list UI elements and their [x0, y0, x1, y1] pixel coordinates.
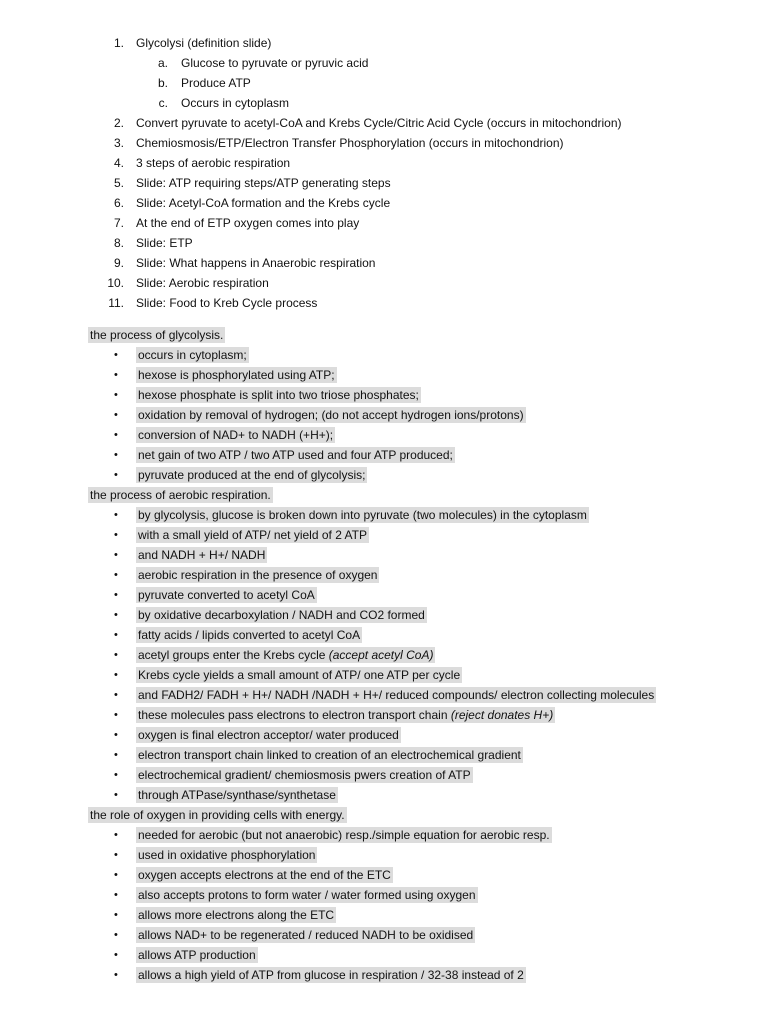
outline-item	[0, 193, 768, 213]
outline-text: Slide: Acetyl-CoA formation and the Krebs cycle	[136, 196, 391, 210]
outline-item	[0, 293, 768, 313]
bullet-text	[136, 425, 335, 445]
bullet-icon: •	[114, 789, 118, 801]
bullet-main-text: through ATPase/synthase/synthetase	[138, 788, 336, 802]
outline-item	[0, 173, 768, 193]
outline-number: 6.	[113, 196, 124, 210]
bullet-item	[0, 905, 768, 925]
outline-sub-letter: b.	[157, 76, 168, 90]
bullet-item	[0, 845, 768, 865]
outline-sub-letter: a.	[157, 56, 168, 70]
bullet-item	[0, 365, 768, 385]
bullet-item	[0, 645, 768, 665]
bullet-icon: •	[114, 549, 118, 561]
bullet-text	[136, 925, 475, 945]
bullet-main-text: oxygen accepts electrons at the end of the ETC	[138, 868, 391, 882]
outline-text: Slide: Aerobic respiration	[136, 276, 269, 290]
bullet-main-text: electrochemical gradient/ chemiosmosis pwers creation of ATP	[138, 768, 471, 782]
bullet-item	[0, 445, 768, 465]
bullet-item	[0, 565, 768, 585]
bullet-main-text: acetyl groups enter the Krebs cycle	[138, 648, 329, 662]
bullet-text	[136, 965, 526, 985]
bullet-highlight	[136, 647, 435, 663]
bullet-text	[136, 905, 336, 925]
bullet-highlight	[136, 467, 367, 483]
bullet-highlight	[136, 567, 379, 583]
bullet-main-text: also accepts protons to form water / water formed using oxygen	[138, 888, 476, 902]
bullet-highlight	[136, 347, 249, 363]
outline-item	[0, 33, 768, 53]
outline-text: Convert pyruvate to acetyl-CoA and Krebs Cycle/Citric Acid Cycle (occurs in mitochondrion)	[136, 116, 622, 130]
bullet-main-text: aerobic respiration in the presence of oxygen	[138, 568, 378, 582]
bullet-text	[136, 945, 258, 965]
bullet-highlight	[136, 367, 337, 383]
outline-item	[0, 73, 768, 93]
bullet-note: (accept acetyl CoA)	[328, 648, 434, 662]
outline-text: Glycolysi (definition slide)	[136, 36, 272, 50]
bullet-main-text: pyruvate converted to acetyl CoA	[138, 588, 315, 602]
bullet-icon: •	[114, 429, 118, 441]
bullet-text	[136, 745, 523, 765]
outline-number: 10.	[107, 276, 124, 290]
bullet-text	[136, 365, 337, 385]
outline-item	[0, 153, 768, 173]
outline-number: 11.	[108, 296, 124, 310]
outline-sub-text: Glucose to pyruvate or pyruvic acid	[181, 56, 369, 70]
bullet-main-text: hexose is phosphorylated using ATP;	[138, 368, 335, 382]
bullet-highlight	[136, 707, 555, 723]
outline-number: 4.	[113, 156, 124, 170]
bullet-text	[136, 765, 473, 785]
bullet-highlight	[136, 967, 526, 983]
outline-number: 2.	[113, 116, 124, 130]
bullet-main-text: pyruvate produced at the end of glycolysis;	[138, 468, 366, 482]
bullet-icon: •	[114, 349, 118, 361]
bullet-item	[0, 625, 768, 645]
bullet-item	[0, 785, 768, 805]
bullet-text	[136, 645, 435, 665]
outline-item	[0, 133, 768, 153]
outline-number: 9.	[113, 256, 124, 270]
bullet-text	[136, 685, 656, 705]
bullet-highlight	[136, 727, 401, 743]
outline-text: Slide: What happens in Anaerobic respiration	[136, 256, 376, 270]
bullet-main-text: electron transport chain linked to creation of an electrochemical gradient	[138, 748, 521, 762]
outline-item	[0, 213, 768, 233]
bullet-icon: •	[114, 689, 118, 701]
bullet-icon: •	[114, 669, 118, 681]
bullet-item	[0, 505, 768, 525]
bullet-icon: •	[114, 969, 118, 981]
bullet-highlight	[136, 507, 589, 523]
bullet-icon: •	[114, 729, 118, 741]
bullet-main-text: occurs in cytoplasm;	[138, 348, 247, 362]
bullet-text	[136, 725, 401, 745]
bullet-text	[136, 705, 555, 725]
bullet-item	[0, 405, 768, 425]
bullet-highlight	[136, 407, 526, 423]
bullet-main-text: with a small yield of ATP/ net yield of 2 ATP	[138, 528, 367, 542]
bullet-item	[0, 465, 768, 485]
bullet-main-text: oxygen is final electron acceptor/ water produced	[138, 728, 399, 742]
bullet-text	[136, 845, 317, 865]
bullet-text	[136, 885, 478, 905]
bullet-highlight	[136, 787, 338, 803]
bullet-text	[136, 565, 379, 585]
bullet-text	[136, 465, 367, 485]
bullet-main-text: Krebs cycle yields a small amount of ATP/ one ATP per cycle	[138, 668, 461, 682]
bullet-text	[136, 545, 267, 565]
bullet-item	[0, 825, 768, 845]
bullet-main-text: and FADH2/ FADH + H+/ NADH /NADH + H+/ reduced compounds/ electron collecting molecules	[138, 688, 655, 702]
bullet-icon: •	[114, 409, 118, 421]
bullet-main-text: used in oxidative phosphorylation	[138, 848, 316, 862]
bullet-text	[136, 625, 362, 645]
bullet-icon: •	[114, 389, 118, 401]
bullet-item	[0, 745, 768, 765]
bullet-highlight	[136, 427, 335, 443]
bullet-icon: •	[114, 649, 118, 661]
bullet-main-text: allows NAD+ to be regenerated / reduced NADH to be oxidised	[138, 928, 474, 942]
outline-item	[0, 53, 768, 73]
outline-number: 7.	[113, 216, 124, 230]
bullet-item	[0, 585, 768, 605]
outline-text: Slide: ETP	[136, 236, 193, 250]
bullet-text	[136, 445, 455, 465]
bullet-text	[136, 385, 421, 405]
bullet-note: (reject donates H+)	[450, 708, 554, 722]
bullet-item	[0, 345, 768, 365]
bullet-text	[136, 405, 526, 425]
bullet-highlight	[136, 667, 462, 683]
bullet-text	[136, 605, 427, 625]
bullet-icon: •	[114, 929, 118, 941]
bullet-highlight	[136, 547, 267, 563]
bullet-text	[136, 665, 462, 685]
bullet-icon: •	[114, 869, 118, 881]
bullet-main-text: hexose phosphate is split into two triose phosphates;	[138, 388, 419, 402]
bullet-highlight	[136, 867, 393, 883]
outline-text: Chemiosmosis/ETP/Electron Transfer Phosphorylation (occurs in mitochondrion)	[136, 136, 564, 150]
bullet-item	[0, 765, 768, 785]
outline-text: Slide: Food to Kreb Cycle process	[136, 296, 318, 310]
bullet-highlight	[136, 447, 455, 463]
bullet-item	[0, 945, 768, 965]
outline-item	[0, 273, 768, 293]
bullet-icon: •	[114, 629, 118, 641]
bullet-highlight	[136, 907, 336, 923]
bullet-text	[136, 865, 393, 885]
bullet-icon: •	[114, 749, 118, 761]
bullet-main-text: net gain of two ATP / two ATP used and four ATP produced;	[138, 448, 453, 462]
bullet-text	[136, 585, 317, 605]
bullet-item	[0, 605, 768, 625]
bullet-main-text: these molecules pass electrons to electron transport chain	[138, 708, 451, 722]
outline-text: At the end of ETP oxygen comes into play	[136, 216, 360, 230]
section-heading	[88, 485, 273, 505]
bullet-highlight	[136, 927, 475, 943]
bullet-item	[0, 885, 768, 905]
outline-number: 1.	[113, 36, 124, 50]
outline-number: 8.	[113, 236, 124, 250]
bullet-icon: •	[114, 949, 118, 961]
bullet-main-text: allows more electrons along the ETC	[138, 908, 335, 922]
bullet-main-text: fatty acids / lipids converted to acetyl CoA	[138, 628, 361, 642]
bullet-highlight	[136, 947, 258, 963]
outline-number: 5.	[113, 176, 124, 190]
bullet-icon: •	[114, 569, 118, 581]
bullet-item	[0, 705, 768, 725]
bullet-highlight	[136, 747, 523, 763]
bullet-highlight	[136, 847, 317, 863]
outline-text: 3 steps of aerobic respiration	[136, 156, 291, 170]
bullet-highlight	[136, 387, 421, 403]
bullet-item	[0, 525, 768, 545]
section-heading-text: the process of glycolysis.	[90, 328, 224, 342]
bullet-main-text: allows ATP production	[138, 948, 256, 962]
bullet-item	[0, 965, 768, 985]
section-heading	[88, 805, 347, 825]
outline-item	[0, 233, 768, 253]
bullet-icon: •	[114, 509, 118, 521]
bullet-icon: •	[114, 849, 118, 861]
bullet-main-text: by glycolysis, glucose is broken down into pyruvate (two molecules) in the cytoplasm	[138, 508, 587, 522]
outline-item	[0, 113, 768, 133]
outline-sub-text: Occurs in cytoplasm	[181, 96, 290, 110]
bullet-icon: •	[114, 829, 118, 841]
bullet-icon: •	[114, 889, 118, 901]
bullet-item	[0, 865, 768, 885]
bullet-icon: •	[114, 589, 118, 601]
bullet-icon: •	[114, 909, 118, 921]
section-heading-text: the role of oxygen in providing cells with energy.	[90, 808, 345, 822]
bullet-highlight	[136, 607, 427, 623]
bullet-highlight	[136, 767, 473, 783]
outline-item	[0, 253, 768, 273]
bullet-highlight	[136, 687, 656, 703]
outline-sub-text: Produce ATP	[181, 76, 251, 90]
bullet-highlight	[136, 527, 369, 543]
bullet-main-text: conversion of NAD+ to NADH (+H+);	[138, 428, 334, 442]
bullet-icon: •	[114, 529, 118, 541]
bullet-icon: •	[114, 469, 118, 481]
bullet-text	[136, 525, 369, 545]
bullet-item	[0, 725, 768, 745]
bullet-highlight	[136, 587, 317, 603]
bullet-icon: •	[114, 369, 118, 381]
bullet-item	[0, 545, 768, 565]
bullet-highlight	[136, 887, 478, 903]
outline-sub-letter: c.	[158, 96, 168, 110]
bullet-item	[0, 665, 768, 685]
bullet-icon: •	[114, 709, 118, 721]
outline-item	[0, 93, 768, 113]
bullet-item	[0, 925, 768, 945]
section-heading-text: the process of aerobic respiration.	[90, 488, 271, 502]
bullet-icon: •	[114, 609, 118, 621]
bullet-main-text: by oxidative decarboxylation / NADH and CO2 formed	[138, 608, 425, 622]
bullet-text	[136, 825, 552, 845]
bullet-icon: •	[114, 769, 118, 781]
bullet-item	[0, 425, 768, 445]
bullet-icon: •	[114, 449, 118, 461]
section-heading	[88, 325, 225, 345]
bullet-text	[136, 345, 249, 365]
bullet-text	[136, 785, 338, 805]
bullet-main-text: and NADH + H+/ NADH	[138, 548, 266, 562]
bullet-item	[0, 385, 768, 405]
bullet-text	[136, 505, 589, 525]
outline-number: 3.	[113, 136, 124, 150]
bullet-highlight	[136, 627, 362, 643]
bullet-item	[0, 685, 768, 705]
bullet-main-text: oxidation by removal of hydrogen; (do not accept hydrogen ions/protons)	[138, 408, 524, 422]
bullet-highlight	[136, 827, 552, 843]
outline-text: Slide: ATP requiring steps/ATP generating steps	[136, 176, 391, 190]
bullet-main-text: needed for aerobic (but not anaerobic) resp./simple equation for aerobic resp.	[138, 828, 550, 842]
bullet-main-text: allows a high yield of ATP from glucose in respiration / 32-38 instead of 2	[138, 968, 524, 982]
